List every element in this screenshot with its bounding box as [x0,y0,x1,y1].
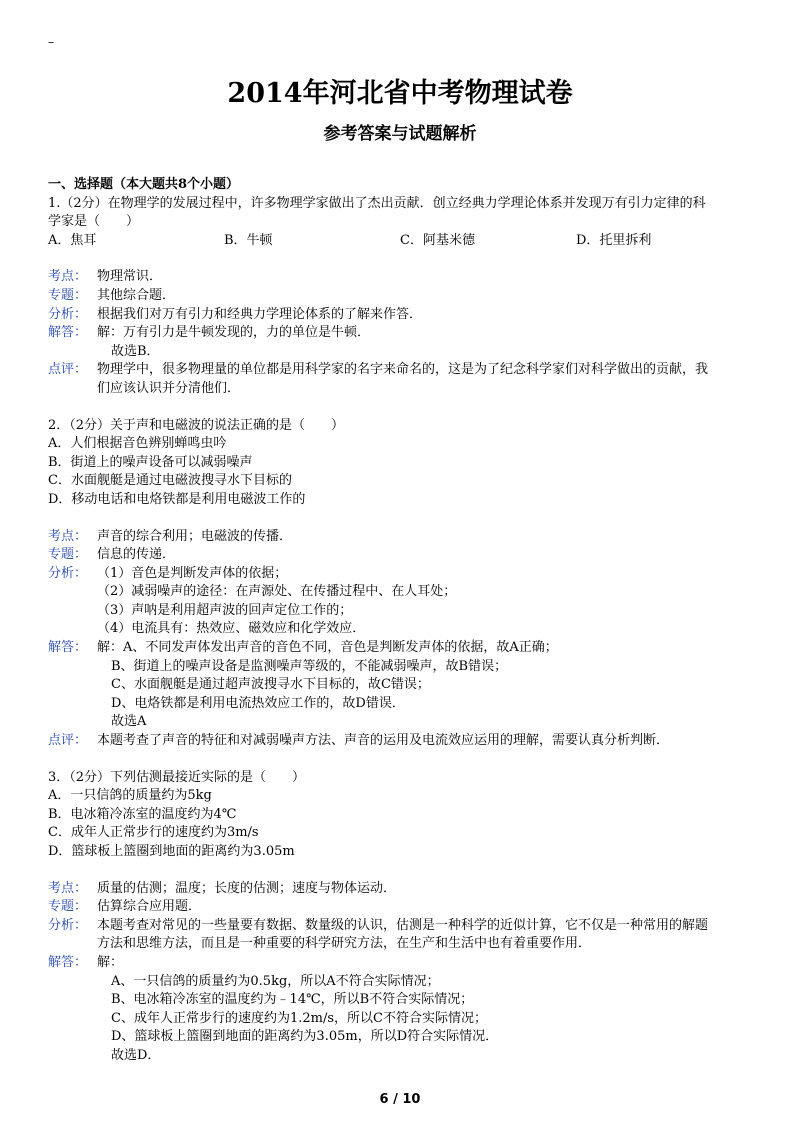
jieda-line: D、电烙铁都是利用电流热效应工作的，故D错误． [111,695,405,711]
zhuanti-label: 专题： [48,547,88,563]
question-1 [48,195,756,251]
question-3-analysis [48,880,756,1066]
page-subtitle: 参考答案与试题解析 [323,124,477,144]
kaodian-text: 质量的估测；温度；长度的估测；速度与物体运动． [97,880,397,896]
question-2 [48,417,756,510]
spacer [48,510,756,528]
jieda-line: B、街道上的噪声设备是监测噪声等级的，不能减弱噪声，故B错误； [111,658,508,674]
question-3-stem: 3．（2分）下列估测最接近实际的是（ ） [48,769,306,785]
jieda-label: 解答： [48,325,88,341]
spacer [48,399,756,417]
jieda-line: C、成年人正常步行的速度约为1.2m/s，所以C不符合实际情况； [111,1010,487,1026]
question-1-option-d: D．托里拆利 [576,232,652,248]
jieda-label: 解答： [48,640,88,656]
zhuanti-text: 估算综合应用题． [97,899,202,915]
question-3-option-c: C．成年人正常步行的速度约为3m/s [48,825,259,841]
jieda-line: 解： [97,954,124,970]
page-number: 6 / 10 [379,1092,421,1107]
dianping-label: 点评： [48,733,88,749]
zhuanti-text: 信息的传递． [97,547,176,563]
dianping-text [97,361,756,398]
kaodian-text: 声音的综合利用；电磁波的传播． [97,528,293,544]
question-1-option-a: A．焦耳 [48,232,97,248]
fenxi-line: （2）减弱噪声的途径：在声源处、在传播过程中、在人耳处； [97,584,457,600]
spacer [48,751,756,769]
corner-mark: – [48,35,54,49]
spacer [48,862,756,880]
question-3 [48,769,756,862]
page-title: 2014年河北省中考物理试卷 [227,78,573,109]
jieda-line: A、一只信鸽的质量约为0.5kg，所以A不符合实际情况； [111,973,440,989]
question-1-analysis [48,268,756,398]
fenxi-line: 方法和思维方法，而且是一种重要的科学研究方法，在生产和生活中也有着重要作用． [97,936,592,952]
fenxi-label: 分析： [48,917,88,933]
question-3-option-a: A．一只信鸽的质量约为5kg [48,788,212,804]
zhuanti-text: 其他综合题． [97,287,176,303]
jieda-text [97,324,756,361]
fenxi-text: 根据我们对万有引力和经典力学理论体系的了解来作答． [97,306,423,322]
jieda-text [97,954,756,1066]
fenxi-line: （4）电流具有：热效应、磁效应和化学效应． [97,621,366,637]
question-1-options [48,232,756,251]
dianping-line: 物理学中，很多物理量的单位都是用科学家的名字来命名的，这是为了纪念科学家们对科学做出的贡献，我 [97,362,709,378]
kaodian-label: 考点： [48,528,88,544]
jieda-text [97,639,756,732]
question-2-option-d: D．移动电话和电烙铁都是利用电磁波工作的 [48,491,306,507]
spacer [48,250,756,268]
fenxi-label: 分析： [48,306,88,322]
question-3-option-b: B．电冰箱冷冻室的温度约为4℃ [48,806,237,822]
question-1-option-b: B．牛顿 [224,232,273,248]
fenxi-label: 分析： [48,565,88,581]
question-2-analysis [48,528,756,751]
jieda-line: 故选A [111,714,147,730]
jieda-line: B、电冰箱冷冻室的温度约为﹣14℃，所以B不符合实际情况； [111,992,474,1008]
document-body [48,176,756,1066]
question-1-option-c: C．阿基米德 [400,232,475,248]
question-2-option-b: B．街道上的噪声设备可以减弱噪声 [48,454,253,470]
fenxi-line: （3）声呐是利用超声波的回声定位工作的； [97,602,353,618]
kaodian-text: 物理常识． [97,269,163,285]
question-1-stem-line2: 学家是（ ） [48,214,140,230]
question-1-stem-line1: 1.（2分）在物理学的发展过程中，许多物理学家做出了杰出贡献．创立经典力学理论体系并发现万有引力定律的科 [48,195,706,211]
jieda-line: 解：万有引力是牛顿发现的，力的单位是牛顿． [97,325,371,341]
jieda-line: 故选D． [111,1047,161,1063]
dianping-label: 点评： [48,362,88,378]
fenxi-line: 本题考查对常见的一些量要有数据、数量级的认识，估测是一种科学的近似计算，它不仅是一种常用的解题 [97,917,709,933]
kaodian-label: 考点： [48,269,88,285]
question-2-stem: 2．（2分）关于声和电磁波的说法正确的是（ ） [48,417,345,433]
question-2-option-c: C．水面舰艇是通过电磁波搜寻水下目标的 [48,473,292,489]
jieda-line: 解：A、不同发声体发出声音的音色不同，音色是判断发声体的依据，故A正确； [97,640,558,656]
kaodian-label: 考点： [48,880,88,896]
jieda-line: D、篮球板上篮圈到地面的距离约为3.05m，所以D符合实际情况． [111,1029,499,1045]
jieda-label: 解答： [48,954,88,970]
section-title: 一、选择题（本大题共8个小题） [48,177,240,192]
question-3-option-d: D．篮球板上篮圈到地面的距离约为3.05m [48,844,295,859]
jieda-line: 故选B． [111,343,160,359]
dianping-line: 们应该认识并分清他们． [97,380,241,396]
fenxi-text [97,565,756,639]
fenxi-text [97,917,756,954]
fenxi-line: （1）音色是判断发声体的依据； [97,565,288,581]
zhuanti-label: 专题： [48,899,88,915]
jieda-line: C、水面舰艇是通过超声波搜寻水下目标的，故C错误； [111,677,430,693]
dianping-text: 本题考查了声音的特征和对减弱噪声方法、声音的运用及电流效应运用的理解，需要认真分析判断． [97,733,670,749]
question-2-option-a: A．人们根据音色辨别蝉鸣虫吟 [48,436,227,452]
zhuanti-label: 专题： [48,287,88,303]
